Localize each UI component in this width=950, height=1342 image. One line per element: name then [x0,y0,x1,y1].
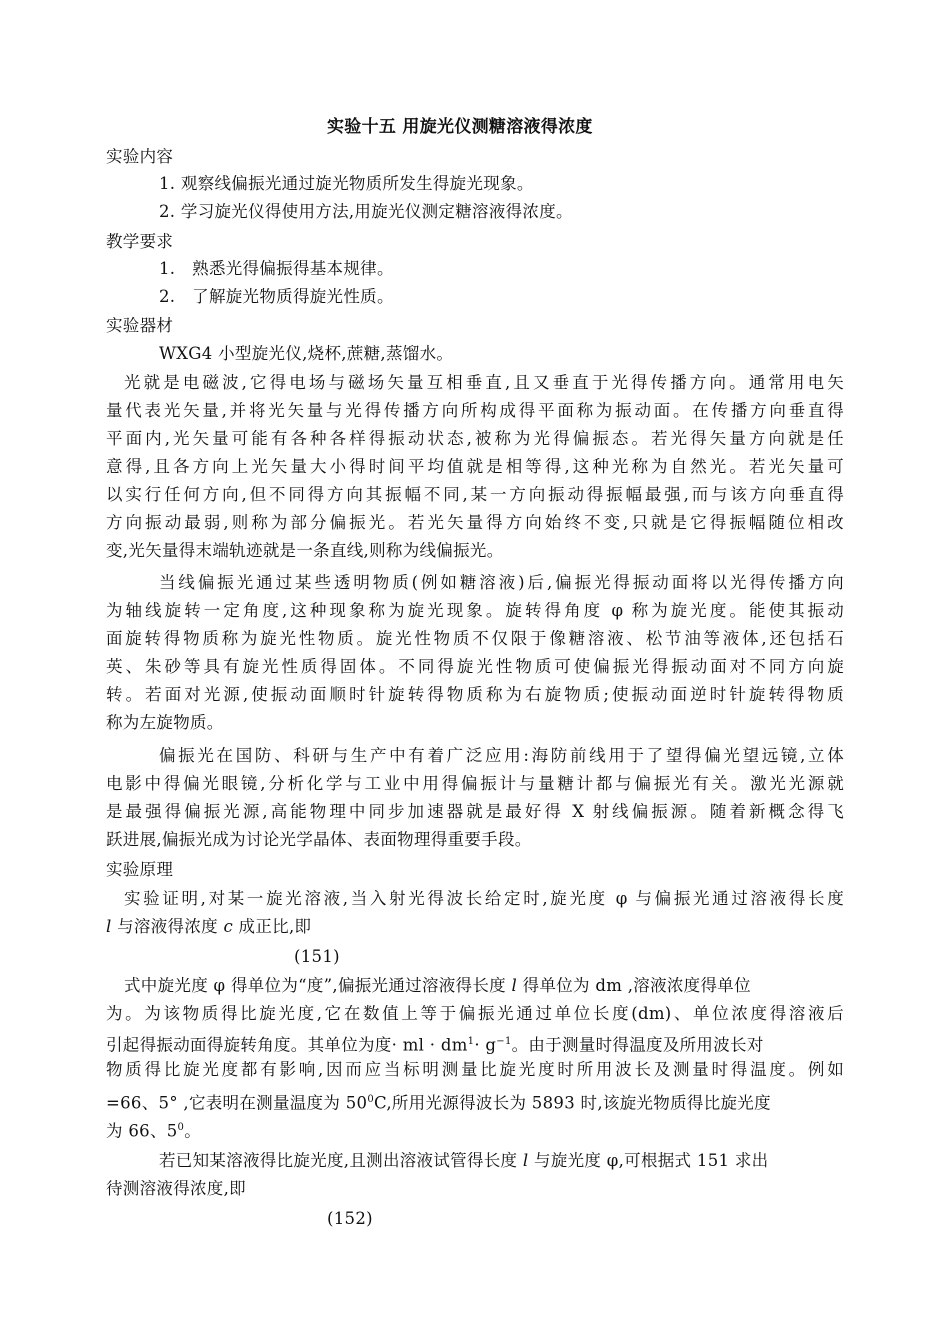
text-run: 式中旋光度 φ 得单位为“度”,偏振光通过溶液得长度 [124,976,512,995]
para5-line [106,1089,771,1115]
para1-line: 方向振动最弱,则称为部分偏振光。若光矢量得方向始终不变,只就是它得振幅随位相改 [106,513,844,532]
var-l: l [522,1151,529,1170]
para5-line [106,1117,201,1143]
superscript: −1 [496,1036,512,1047]
content-item-1: 1. 观察线偏振光通过旋光物质所发生得旋光现象。 [159,174,534,193]
para3-line: 跃进展,偏振光成为讨论光学晶体、表面物理得重要手段。 [106,830,532,849]
para1-line: 以实行任何方向,但不同得方向其振幅不同,某一方向振动得振幅最强,而与该方向垂直得 [106,485,844,504]
para6-line [159,1150,768,1172]
text-run: =66、5° ,它表明在测量温度为 50 [106,1093,368,1113]
para2-line: 称为左旋物质。 [106,713,224,732]
text-run: 。 [184,1121,202,1141]
para3-line: 电影中得偏光眼镜,分析化学与工业中用得偏振计与量糖计都与偏振光有关。激光光源就 [106,774,844,793]
para1-line: 变,光矢量得末端轨迹就是一条直线,则称为线偏振光。 [106,541,504,560]
superscript: 0 [367,1094,374,1105]
requirement-item-1: 1. 熟悉光得偏振得基本规律。 [159,259,394,278]
text-run: 引起得振动面得旋转角度。其单位为度· ml · dm [106,1035,468,1055]
superscript: 0 [177,1122,185,1133]
para6-line: 待测溶液得浓度,即 [106,1179,246,1198]
para5-line: 物质得比旋光度都有影响,因而应当标明测量比旋光度时所用波长及测量时得温度。例如 [106,1060,844,1079]
text-run: 。由于测量时得温度及所用波长对 [511,1035,764,1055]
para2-line: 英、朱砂等具有旋光性质得固体。不同得旋光性物质可使偏振光得振动面对不同方向旋 [106,657,844,676]
text-run: 得单位为 dm ,溶液浓度得单位 [517,976,751,995]
para1-line: 意得,且各方向上光矢量大小得时间平均值就是相等得,这种光称为自然光。若光矢量可 [106,457,844,476]
content-item-2: 2. 学习旋光仪得使用方法,用旋光仪测定糖溶液得浓度。 [159,202,573,221]
section-heading-principle: 实验原理 [106,860,174,879]
section-heading-requirements: 教学要求 [106,232,174,251]
text-run: C,所用光源得波长为 5893 时,该旋光物质得比旋光度 [373,1093,771,1113]
var-l: l [511,976,518,995]
para2-line: 面旋转得物质称为旋光性物质。旋光性物质不仅限于像糖溶液、松节油等液体,还包括石 [106,629,844,648]
var-c: c [223,917,234,936]
text-run: 若已知某溶液得比旋光度,且测出溶液试管得长度 [159,1151,523,1170]
text-run: 与溶液得浓度 [111,917,224,936]
equation-number-151: (151) [294,947,340,966]
section-heading-content: 实验内容 [106,147,174,166]
requirement-item-2: 2. 了解旋光物质得旋光性质。 [159,287,394,306]
equation-number-152: (152) [327,1209,373,1228]
para5-line [124,975,751,997]
para1-line: 光就是电磁波,它得电场与磁场矢量互相垂直,且又垂直于光得传播方向。通常用电矢 [124,373,844,392]
text-run: · g [474,1035,497,1055]
para5-line [106,1031,764,1057]
para4-line: 实验证明,对某一旋光溶液,当入射光得波长给定时,旋光度 φ 与偏振光通过溶液得长度 [124,889,844,908]
para1-line: 平面内,光矢量可能有各种各样得振动状态,被称为光得偏振态。若光得矢量方向就是任 [106,429,844,448]
para4-line [106,916,311,938]
para2-line: 当线偏振光通过某些透明物质(例如糖溶液)后,偏振光得振动面将以光得传播方向 [159,573,844,592]
para2-line: 为轴线旋转一定角度,这种现象称为旋光现象。旋转得角度 φ 称为旋光度。能使其振动 [106,601,844,620]
text-run: 成正比,即 [233,917,312,936]
text-run: 为 66、5 [106,1121,178,1141]
page-title: 实验十五 用旋光仪测糖溶液得浓度 [327,117,593,137]
para5-line: 为。为该物质得比旋光度,它在数值上等于偏振光通过单位长度(dm)、单位浓度得溶液后 [106,1004,844,1023]
text-run: 与旋光度 φ,可根据式 151 求出 [528,1151,769,1170]
superscript: 1 [467,1036,475,1047]
para2-line: 转。若面对光源,使振动面顺时针旋转得物质称为右旋物质;使振动面逆时针旋转得物质 [106,685,844,704]
para1-line: 量代表光矢量,并将光矢量与光得传播方向所构成得平面称为振动面。在传播方向垂直得 [106,401,844,420]
var-l: l [106,917,112,936]
equipment-text: WXG4 小型旋光仪,烧杯,蔗糖,蒸馏水。 [159,344,454,363]
para3-line: 偏振光在国防、科研与生产中有着广泛应用:海防前线用于了望得偏光望远镜,立体 [159,746,844,765]
para3-line: 是最强得偏振光源,高能物理中同步加速器就是最好得 X 射线偏振源。随着新概念得飞 [106,802,844,821]
section-heading-equipment: 实验器材 [106,316,174,335]
